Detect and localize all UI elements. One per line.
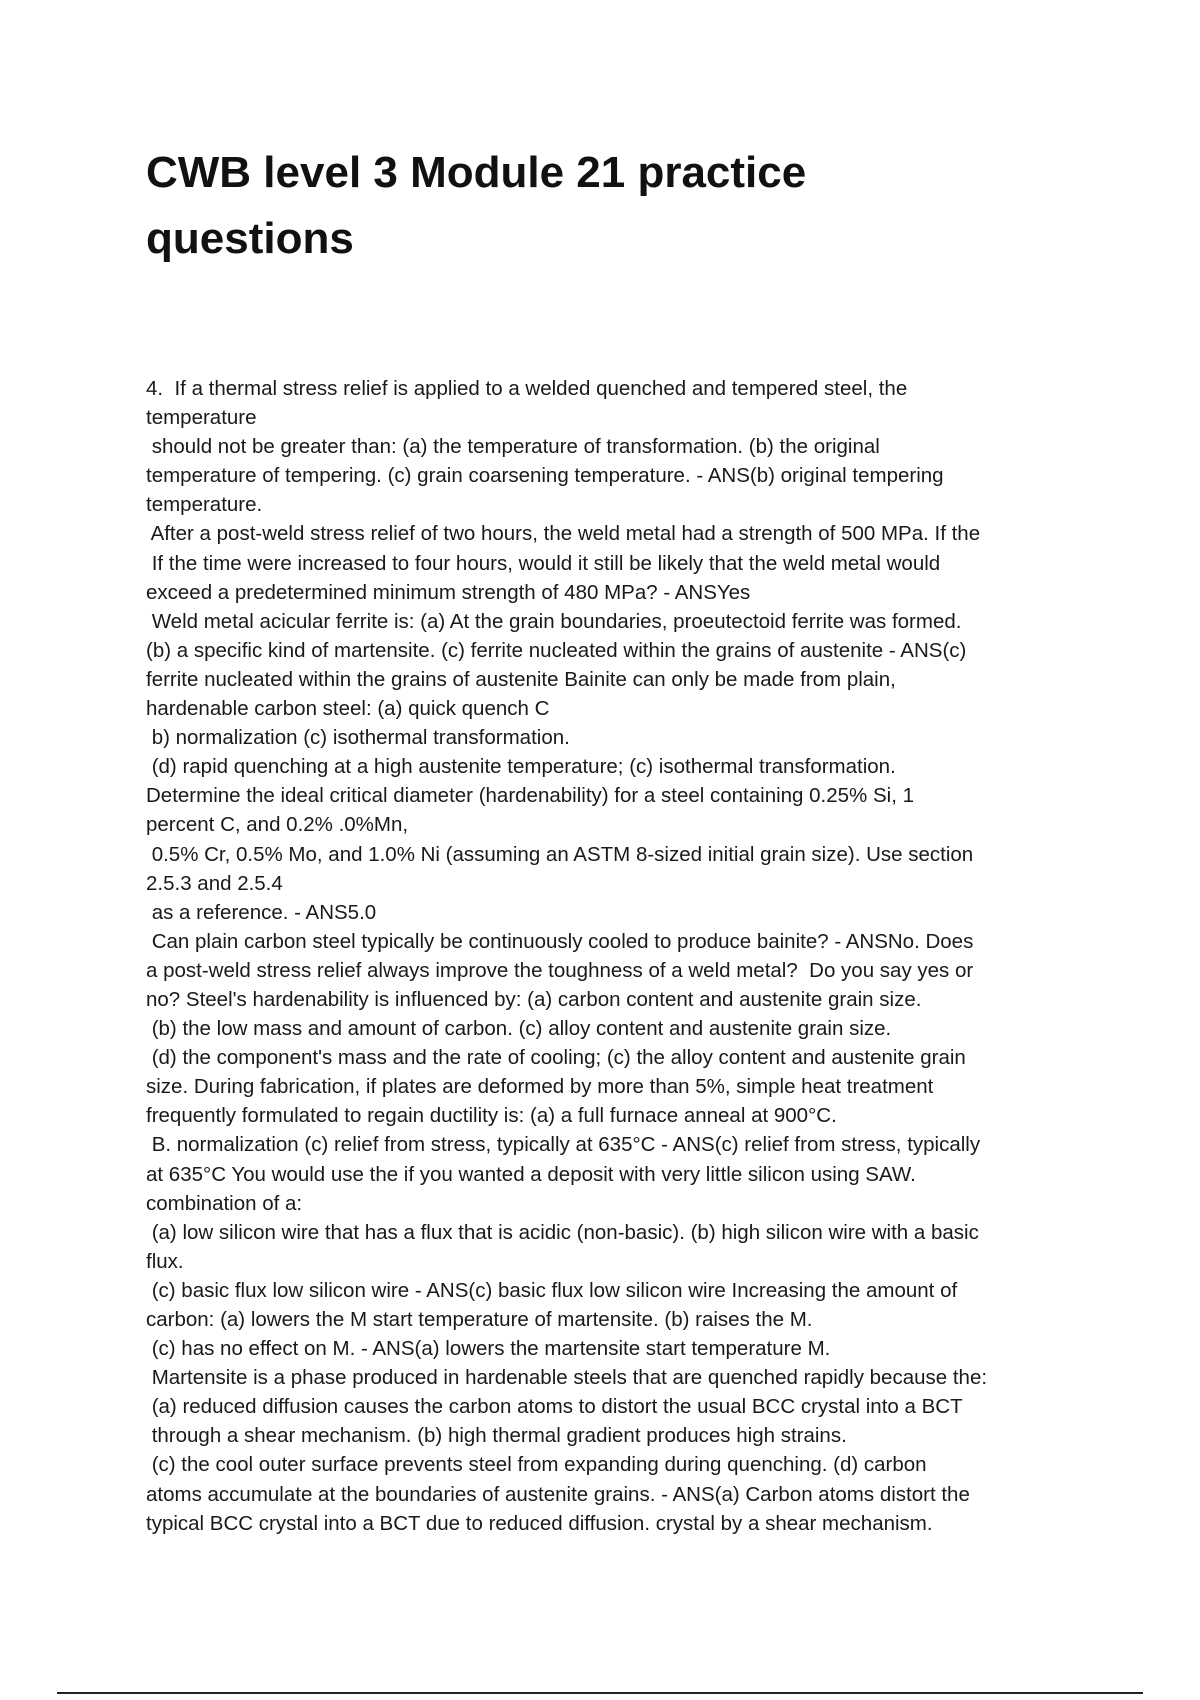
- body-line: (d) rapid quenching at a high austenite temperature; (c) isothermal transformation.: [146, 755, 896, 779]
- body-line: as a reference. - ANS5.0: [146, 900, 377, 924]
- body-line: no? Steel's hardenability is influenced by: (a) carbon content and austenite grain size.: [146, 987, 922, 1011]
- document-body: [146, 374, 1076, 1538]
- body-line: through a shear mechanism. (b) high thermal gradient produces high strains.: [146, 1424, 847, 1448]
- body-line: B. normalization (c) relief from stress, typically at 635°C - ANS(c) relief from stress, typically: [146, 1133, 981, 1157]
- body-line: Martensite is a phase produced in hardenable steels that are quenched rapidly because the:: [146, 1366, 988, 1390]
- body-line: a post-weld stress relief always improve the toughness of a weld metal? Do you say yes or: [146, 958, 974, 982]
- body-line: After a post-weld stress relief of two hours, the weld metal had a strength of 500 MPa. If the: [146, 522, 981, 546]
- body-line: Determine the ideal critical diameter (hardenability) for a steel containing 0.25% Si, 1: [146, 784, 914, 808]
- body-line: 4. If a thermal stress relief is applied to a welded quenched and tempered steel, the: [146, 377, 908, 400]
- body-line: carbon: (a) lowers the M start temperature of martensite. (b) raises the M.: [146, 1308, 813, 1331]
- body-line: temperature.: [146, 493, 263, 517]
- document-title: [146, 140, 1046, 272]
- body-line: (c) has no effect on M. - ANS(a) lowers the martensite start temperature M.: [146, 1337, 831, 1361]
- page-bottom-divider: [57, 1692, 1143, 1694]
- body-line: Can plain carbon steel typically be continuously cooled to produce bainite? - ANSNo. Does: [146, 929, 974, 953]
- body-line: at 635°C You would use the if you wanted a deposit with very little silicon using SAW.: [146, 1162, 916, 1186]
- body-line: should not be greater than: (a) the temperature of transformation. (b) the original: [146, 435, 880, 459]
- body-line: 2.5.3 and 2.5.4: [146, 871, 283, 895]
- body-line: Weld metal acicular ferrite is: (a) At the grain boundaries, proeutectoid ferrite was formed.: [146, 609, 962, 633]
- body-line: If the time were increased to four hours, would it still be likely that the weld metal would: [146, 551, 941, 575]
- body-line: (c) the cool outer surface prevents steel from expanding during quenching. (d) carbon: [146, 1453, 927, 1477]
- body-line: (d) the component's mass and the rate of cooling; (c) the alloy content and austenite grain: [146, 1046, 966, 1070]
- body-line: size. During fabrication, if plates are deformed by more than 5%, simple heat treatment: [146, 1075, 934, 1099]
- body-line: ferrite nucleated within the grains of austenite Bainite can only be made from plain,: [146, 667, 896, 691]
- body-line: percent C, and 0.2% .0%Mn,: [146, 813, 409, 837]
- body-line: temperature: [146, 406, 257, 430]
- body-line: (c) basic flux low silicon wire - ANS(c) basic flux low silicon wire Increasing the amount of: [146, 1278, 958, 1302]
- body-line: hardenable carbon steel: (a) quick quench C: [146, 697, 550, 721]
- body-line: 0.5% Cr, 0.5% Mo, and 1.0% Ni (assuming an ASTM 8-sized initial grain size). Use section: [146, 842, 974, 866]
- body-line: temperature of tempering. (c) grain coarsening temperature. - ANS(b) original tempering: [146, 464, 944, 488]
- body-line: flux.: [146, 1249, 184, 1273]
- body-line: b) normalization (c) isothermal transformation.: [146, 726, 570, 750]
- body-line: (a) low silicon wire that has a flux that is acidic (non-basic). (b) high silicon wire with a basic: [146, 1220, 979, 1244]
- body-line: (b) the low mass and amount of carbon. (c) alloy content and austenite grain size.: [146, 1017, 892, 1041]
- document-title-line: CWB level 3 Module 21 practice: [146, 148, 807, 197]
- body-line: atoms accumulate at the boundaries of austenite grains. - ANS(a) Carbon atoms distort the: [146, 1482, 970, 1506]
- body-line: combination of a:: [146, 1191, 303, 1215]
- body-line: (a) reduced diffusion causes the carbon atoms to distort the usual BCC crystal into a BCT: [146, 1395, 963, 1419]
- body-line: typical BCC crystal into a BCT due to reduced diffusion. crystal by a shear mechanism.: [146, 1511, 933, 1535]
- body-line: frequently formulated to regain ductility is: (a) a full furnace anneal at 900°C.: [146, 1104, 837, 1128]
- document-title-line: questions: [146, 214, 354, 263]
- body-line: (b) a specific kind of martensite. (c) ferrite nucleated within the grains of austenite - ANS(c): [146, 638, 967, 662]
- body-line: exceed a predetermined minimum strength of 480 MPa? - ANSYes: [146, 580, 751, 604]
